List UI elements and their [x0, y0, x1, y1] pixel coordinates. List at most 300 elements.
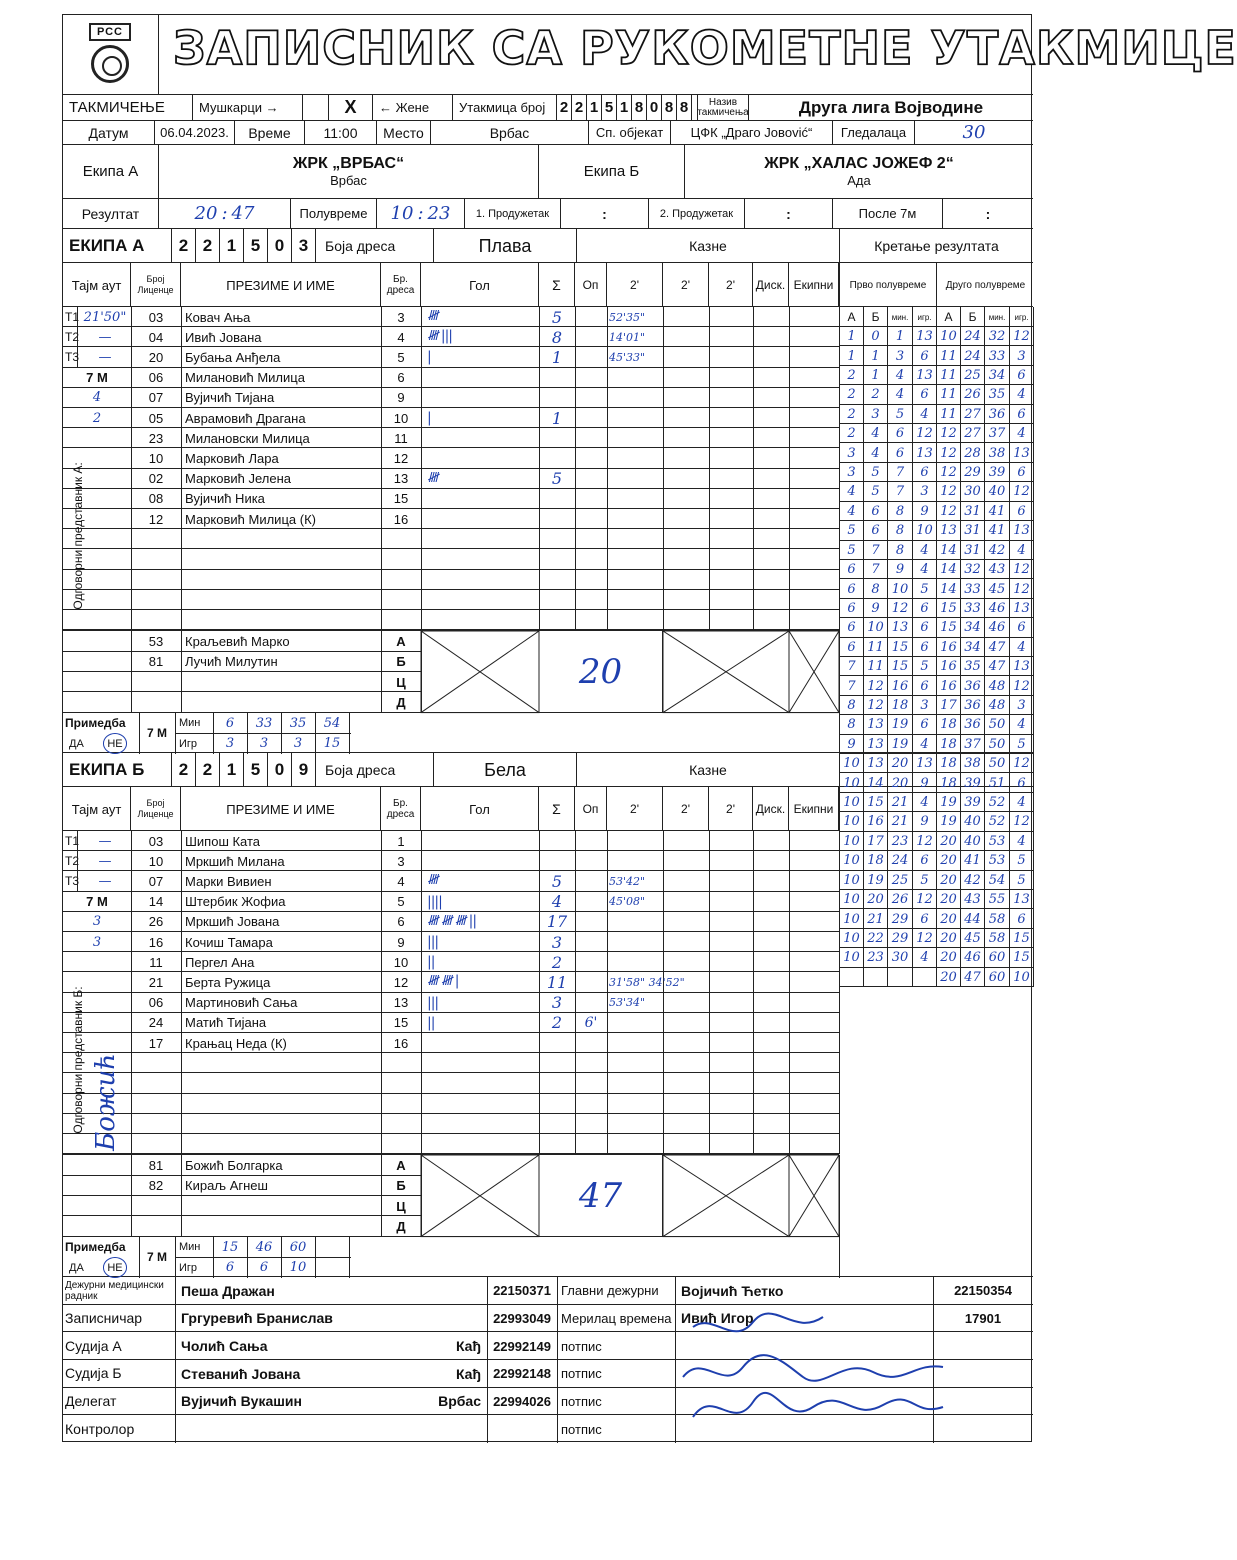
progress-cell: 4 — [1010, 793, 1034, 812]
progress-cell: 16 — [888, 676, 913, 695]
seven-m-minute: 35 — [289, 715, 307, 731]
col-line — [557, 1332, 558, 1360]
goal-sum: 3 — [551, 993, 563, 1013]
col-line — [421, 469, 422, 489]
col-line — [607, 408, 608, 428]
progress-cell: 2 — [840, 366, 864, 385]
col-line — [607, 1013, 608, 1033]
col-line — [753, 972, 754, 992]
col-line — [709, 529, 710, 549]
match-no-digit: 8 — [632, 95, 647, 120]
progress-cell: 25 — [961, 366, 985, 385]
col-line — [789, 1013, 790, 1033]
suspension-time — [609, 1013, 719, 1033]
footer-role: потпис — [561, 1421, 602, 1437]
progress-cell: 32 — [961, 560, 985, 579]
progress-cell: 4 — [913, 948, 937, 967]
col-line — [181, 1094, 182, 1114]
player-licence: 02 — [148, 471, 164, 487]
col-line — [131, 1053, 132, 1073]
progress-cell: 5 — [1010, 851, 1034, 870]
team-b-name: ЖРК „ХАЛАС ЈОЖЕФ 2“ — [764, 155, 954, 172]
progress-cell: 34 — [961, 618, 985, 637]
progress-cell: 12 — [913, 890, 937, 909]
table-row — [63, 509, 839, 529]
half-a: 10 — [390, 203, 414, 224]
col-line — [421, 489, 422, 509]
timeout-value: — — [98, 853, 112, 869]
col-line — [607, 590, 608, 610]
remark-yes[interactable]: ДА — [69, 737, 84, 750]
progress-col-header: Б — [961, 307, 985, 327]
progress-cell: 4 — [888, 385, 913, 404]
color-label: Боја дреса — [325, 762, 396, 778]
match-no-digit: 8 — [677, 95, 692, 120]
col-line — [789, 428, 790, 448]
table-row — [63, 1134, 839, 1154]
seven-m-minute: 54 — [323, 715, 341, 731]
progress-cell: 50 — [985, 754, 1010, 773]
progress-cell: 4 — [840, 502, 864, 521]
progress-cell: 6 — [913, 676, 937, 695]
table-row — [63, 448, 839, 468]
col-line — [421, 1114, 422, 1134]
progress-cell: 4 — [913, 560, 937, 579]
progress-cell: 20 — [888, 754, 913, 773]
progress-cell: 26 — [888, 890, 913, 909]
progress-cell: 10 — [840, 812, 864, 831]
progress-cell: 18 — [864, 851, 888, 870]
progress-cell: 30 — [888, 948, 913, 967]
progress-cell: 19 — [937, 812, 961, 831]
col-line — [789, 831, 790, 851]
remark-yes[interactable]: ДА — [69, 1261, 84, 1274]
col-line — [789, 368, 790, 388]
progress-cell: 35 — [961, 657, 985, 676]
progress-rows — [839, 327, 1033, 987]
progress-cell: 41 — [985, 502, 1010, 521]
col-line — [753, 1114, 754, 1134]
col-line — [753, 952, 754, 972]
progress-cell — [888, 968, 913, 987]
col-line — [421, 347, 422, 367]
player-licence: 26 — [148, 914, 164, 930]
progress-cell: 19 — [888, 735, 913, 754]
col-line — [709, 1073, 710, 1093]
progress-cell: 40 — [985, 482, 1010, 501]
progress-cell: 29 — [961, 463, 985, 482]
col-line — [607, 307, 608, 327]
team-code-digit: 3 — [291, 229, 315, 263]
col-header: Екипни — [789, 787, 839, 831]
cross-box — [421, 631, 539, 713]
logo-text: РСС — [89, 23, 131, 41]
progress-cell: 6 — [840, 618, 864, 637]
progress-cell: 14 — [937, 579, 961, 598]
progress-cell: 41 — [961, 851, 985, 870]
col-header: 2' — [663, 263, 709, 307]
col-line — [421, 831, 422, 851]
col-header: Број Лиценце — [131, 263, 181, 307]
col-line — [77, 347, 78, 367]
ot2-label: 2. Продужетак — [649, 199, 745, 228]
footer-name: Стеванић Јована — [181, 1365, 301, 1382]
col-line — [557, 1305, 558, 1333]
col-line — [575, 388, 576, 408]
col-line — [539, 529, 540, 549]
official-name: Краљевић Марко — [185, 633, 290, 649]
col-line — [181, 1053, 182, 1073]
seven-m-player: 6 — [225, 1260, 235, 1276]
match-number — [557, 95, 697, 120]
progress-cell: 36 — [985, 405, 1010, 424]
footer-licence — [487, 1415, 557, 1443]
col-line — [575, 489, 576, 509]
col-line — [181, 692, 182, 712]
table-row — [63, 327, 839, 347]
goal-sum: 2 — [551, 952, 563, 972]
col-line — [607, 448, 608, 468]
progress-cell: 36 — [961, 676, 985, 695]
progress-row — [840, 346, 1034, 365]
col-line — [839, 1237, 840, 1278]
progress-cell: 6 — [840, 579, 864, 598]
progress-cell: 27 — [961, 405, 985, 424]
progress-cell: 3 — [1010, 696, 1034, 715]
footer-role-name: Ивић Игор — [681, 1310, 754, 1327]
progress-cell: 37 — [961, 735, 985, 754]
progress-cell: 21 — [864, 909, 888, 928]
second-half-label: Друго полувреме — [945, 279, 1026, 291]
progress-cell: 20 — [888, 773, 913, 792]
official-role: Б — [396, 654, 406, 670]
col-header: Број Лиценце — [131, 787, 181, 831]
col-line — [753, 388, 754, 408]
men-box[interactable] — [303, 95, 329, 120]
team-a-label: Екипа А — [63, 145, 159, 198]
progress-cell: 10 — [937, 327, 961, 346]
divider — [315, 753, 316, 787]
progress-cell: 4 — [888, 366, 913, 385]
col-line — [753, 871, 754, 891]
progress-row — [840, 793, 1034, 812]
progress-cell: 8 — [888, 521, 913, 540]
warning-time — [575, 892, 607, 912]
column-headers — [63, 787, 839, 831]
suspension-time: 31'58" 34'52" — [609, 975, 685, 989]
player-name: Крањац Неда (К) — [185, 1035, 287, 1051]
col-line — [663, 1114, 664, 1134]
col-line — [709, 1053, 710, 1073]
col-line — [607, 972, 608, 992]
referee-signatures — [673, 1307, 973, 1443]
progress-cell: 9 — [913, 812, 937, 831]
progress-cell: 43 — [985, 560, 1010, 579]
progress-col-header: мин. — [985, 307, 1010, 327]
player-name: Матић Тијана — [185, 1015, 267, 1031]
col-line — [607, 428, 608, 448]
progress-cell: 11 — [937, 405, 961, 424]
col-line — [421, 851, 422, 871]
footer-label: Контролор — [65, 1420, 135, 1437]
progress-row — [840, 715, 1034, 734]
warning-time — [575, 952, 607, 972]
col-line — [421, 590, 422, 610]
col-line — [575, 368, 576, 388]
col-line — [131, 1114, 132, 1134]
col-line — [789, 871, 790, 891]
col-line — [181, 570, 182, 590]
team-a-name: ЖРК „ВРБАС“ — [292, 155, 405, 172]
suspension-time — [609, 448, 719, 468]
progress-cell — [840, 968, 864, 987]
col-line — [421, 871, 422, 891]
score-sheet — [62, 14, 1237, 1442]
col-line — [607, 912, 608, 932]
timeout-label: T2 — [65, 330, 80, 345]
progress-cell: 13 — [1010, 890, 1034, 909]
footer-label: Записничар — [65, 1309, 143, 1326]
progress-col-headers — [839, 307, 1033, 327]
progress-cell: 20 — [937, 851, 961, 870]
jersey-number: 11 — [394, 430, 408, 446]
women-mark[interactable]: X — [329, 95, 373, 120]
progress-cell: 13 — [913, 754, 937, 773]
jersey-number: 15 — [393, 1015, 409, 1031]
seven-m-value: 2 — [92, 410, 102, 426]
player-licence: 06 — [148, 370, 164, 386]
goal-tally — [427, 509, 537, 529]
progress-cell: 10 — [888, 579, 913, 598]
col-line — [607, 529, 608, 549]
progress-cell: 48 — [985, 676, 1010, 695]
col-line — [839, 1114, 840, 1134]
col-line — [181, 307, 182, 327]
progress-cell: 6 — [913, 909, 937, 928]
col-line — [789, 993, 790, 1013]
remark-no[interactable]: НЕ — [103, 733, 127, 754]
footer-city: Врбас — [438, 1393, 481, 1410]
remark-no[interactable]: НЕ — [103, 1257, 127, 1278]
col-line — [181, 448, 182, 468]
official-licence — [131, 692, 181, 712]
progress-cell: 12 — [937, 443, 961, 462]
progress-cell: 12 — [913, 929, 937, 948]
goal-sum — [539, 509, 575, 529]
col-line — [421, 307, 422, 327]
official-licence — [131, 672, 181, 692]
progress-cell: 6 — [888, 443, 913, 462]
col-line — [575, 408, 576, 428]
official-licence: 82 — [148, 1178, 164, 1194]
col-line — [181, 489, 182, 509]
progress-cell: 1 — [840, 327, 864, 346]
col-line — [607, 1114, 608, 1134]
progress-cell: 7 — [888, 482, 913, 501]
official-licence: 53 — [148, 633, 164, 649]
col-line — [539, 549, 540, 569]
suspension-time — [609, 469, 719, 489]
progress-cell: 44 — [961, 909, 985, 928]
col-line — [349, 713, 350, 754]
col-line — [181, 993, 182, 1013]
progress-cell: 5 — [864, 463, 888, 482]
col-line — [77, 851, 78, 871]
col-line — [789, 912, 790, 932]
player-licence: 16 — [148, 934, 164, 950]
team-b-label: Екипа Б — [539, 145, 685, 198]
progress-cell: 16 — [937, 676, 961, 695]
progress-row — [840, 424, 1034, 443]
progress-header — [839, 263, 1033, 307]
col-header: Диск. — [753, 263, 789, 307]
progress-cell: 6 — [840, 599, 864, 618]
progress-cell: 15 — [888, 638, 913, 657]
progress-cell: 12 — [1010, 579, 1034, 598]
col-line — [575, 327, 576, 347]
women-label: ← Жене — [373, 95, 453, 120]
progress-cell: 46 — [985, 618, 1010, 637]
progress-cell: 58 — [985, 929, 1010, 948]
col-header: 2' — [709, 787, 753, 831]
goal-sum — [539, 368, 575, 388]
progress-cell: 38 — [985, 443, 1010, 462]
col-line — [753, 307, 754, 327]
col-line — [575, 1134, 576, 1154]
team-code-digit: 1 — [219, 229, 243, 263]
progress-cell: 6 — [913, 638, 937, 657]
col-line — [607, 892, 608, 912]
page-title: ЗАПИСНИК СА РУКОМЕТНЕ УТАКМИЦЕ — [173, 21, 1237, 75]
jersey-color: Бела — [433, 753, 577, 787]
official-licence — [131, 1216, 181, 1236]
col-line — [181, 952, 182, 972]
progress-col-header: игр. — [1010, 307, 1034, 327]
progress-cell: 20 — [937, 890, 961, 909]
player-name: Мркшић Милана — [185, 853, 285, 869]
progress-cell: 5 — [1010, 871, 1034, 890]
table-row — [63, 912, 839, 932]
col-line — [181, 610, 182, 630]
col-line — [381, 1134, 382, 1154]
progress-cell: 4 — [913, 541, 937, 560]
table-row — [63, 469, 839, 489]
progress-cell: 11 — [864, 638, 888, 657]
goal-sum — [539, 489, 575, 509]
teams-row — [63, 145, 1033, 199]
progress-cell: 10 — [840, 754, 864, 773]
seven-m-player: 6 — [259, 1260, 269, 1276]
progress-cell: 9 — [840, 735, 864, 754]
footer-name — [181, 1415, 421, 1443]
table-row — [63, 347, 839, 367]
col-line — [753, 408, 754, 428]
table-row — [63, 871, 839, 891]
progress-cell: 12 — [937, 482, 961, 501]
col-line — [839, 1094, 840, 1114]
progress-cell: 10 — [840, 948, 864, 967]
progress-row — [840, 579, 1034, 598]
timeout-label: T1 — [65, 834, 80, 849]
penalties-label: Казне — [689, 238, 727, 254]
footer-name: Чолић Сања — [181, 1338, 268, 1355]
progress-cell: 6 — [1010, 405, 1034, 424]
progress-cell: 10 — [840, 851, 864, 870]
col-line — [131, 1094, 132, 1114]
men-label: Мушкарци → — [193, 95, 303, 120]
progress-cell: 17 — [864, 832, 888, 851]
col-line — [131, 590, 132, 610]
warning-time — [575, 831, 607, 851]
col-line — [663, 1073, 664, 1093]
jersey-number: 6 — [397, 370, 405, 386]
progress-cell: 6 — [1010, 463, 1034, 482]
col-line — [663, 529, 664, 549]
progress-cell: 21 — [888, 793, 913, 812]
col-line — [575, 469, 576, 489]
col-line — [77, 307, 78, 327]
timeout-row — [63, 347, 131, 367]
col-line — [663, 590, 664, 610]
progress-cell: 9 — [913, 502, 937, 521]
progress-cell: 1 — [864, 346, 888, 365]
goal-tally: 𝍸 𝍸 | — [427, 973, 459, 990]
col-line — [663, 1053, 664, 1073]
col-line — [181, 549, 182, 569]
col-line — [789, 1114, 790, 1134]
time-label: Време — [235, 121, 305, 144]
timeout-row — [63, 851, 131, 871]
progress-cell: 60 — [985, 948, 1010, 967]
progress-row — [840, 735, 1034, 754]
footer-role-name: Војичић Ћетко — [681, 1282, 784, 1299]
progress-row — [840, 385, 1034, 404]
col-header: Σ — [539, 263, 575, 307]
team-a-city: Врбас — [330, 173, 367, 188]
progress-cell: 47 — [985, 638, 1010, 657]
goal-tally — [427, 428, 537, 448]
suspension-time — [609, 388, 719, 408]
col-line — [181, 1013, 182, 1033]
goal-tally — [427, 851, 537, 871]
officials-rows — [63, 630, 839, 712]
footer-city — [421, 1305, 485, 1333]
progress-cell: 6 — [864, 521, 888, 540]
col-line — [181, 1176, 182, 1196]
table-row — [63, 529, 839, 549]
progress-cell: 6 — [840, 560, 864, 579]
timeout-label: T1 — [65, 310, 80, 325]
divider — [315, 229, 316, 263]
col-header: Екипни — [789, 263, 839, 307]
official-row — [63, 1176, 421, 1196]
col-line — [181, 368, 182, 388]
team-code-digit: 2 — [195, 753, 219, 787]
spectators-value: 30 — [962, 122, 986, 143]
progress-cell: 16 — [864, 812, 888, 831]
progress-cell: 20 — [937, 871, 961, 890]
col-line — [607, 952, 608, 972]
goal-sum: 5 — [551, 307, 563, 327]
seven-m-value: 4 — [92, 390, 102, 406]
timeout-row — [63, 327, 131, 347]
col-line — [131, 1073, 132, 1093]
progress-cell: 20 — [937, 948, 961, 967]
progress-row — [840, 909, 1034, 928]
progress-cell: 29 — [888, 929, 913, 948]
seven-m-label: 7 М — [86, 894, 108, 910]
warning-time — [575, 912, 607, 932]
